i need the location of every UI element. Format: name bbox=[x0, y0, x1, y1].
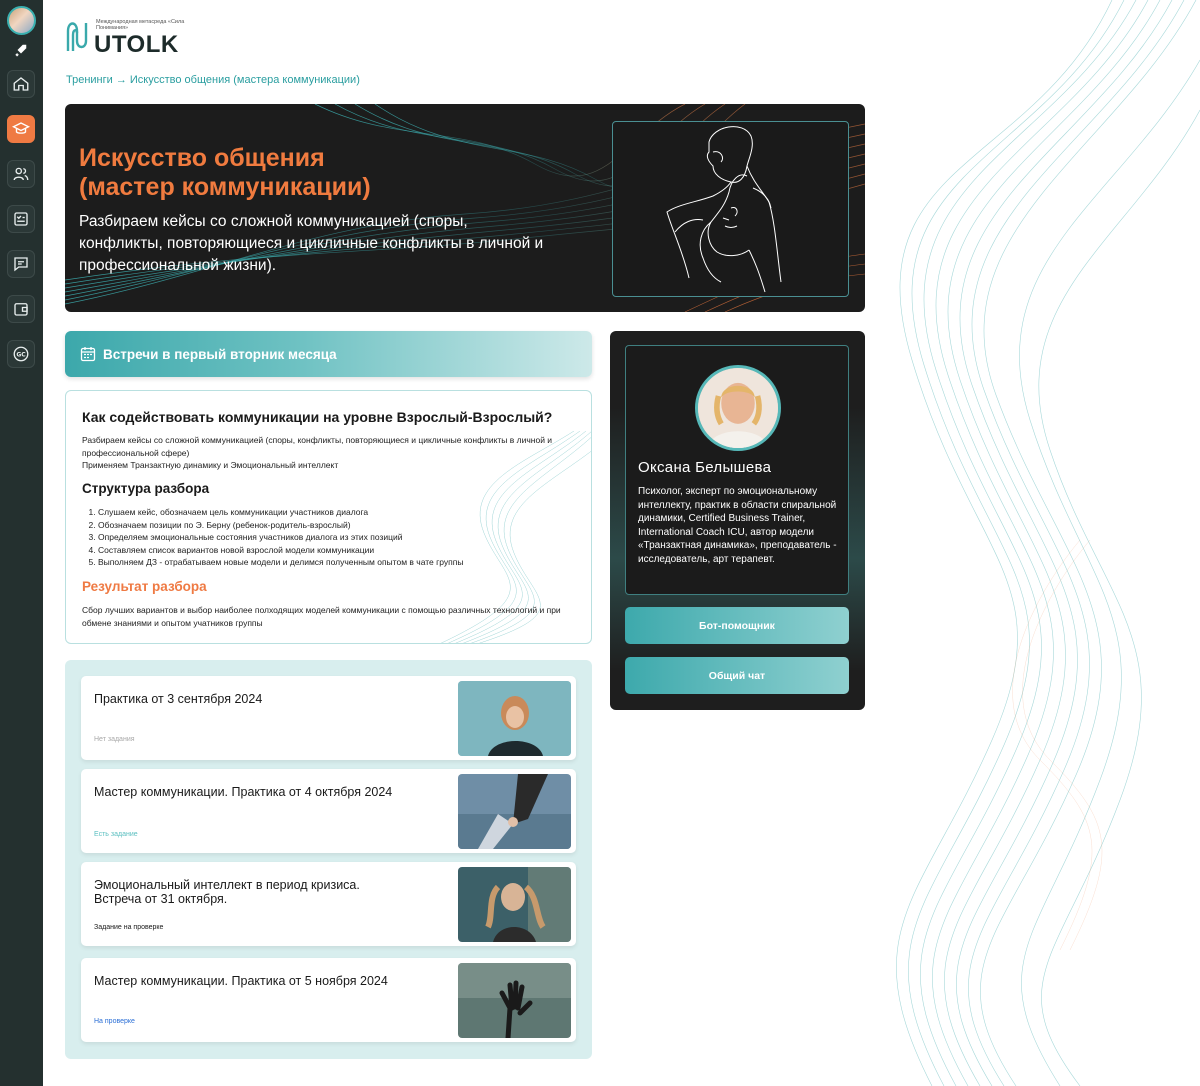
sidebar-item-users[interactable] bbox=[7, 160, 35, 188]
lesson-status: Нет задания bbox=[94, 736, 135, 743]
users-icon bbox=[12, 165, 30, 183]
course-title-line-2: (мастер коммуникации) bbox=[79, 173, 371, 201]
couple-line-art-illustration bbox=[612, 121, 849, 297]
lesson-title: Практика от 3 сентября 2024 bbox=[94, 692, 263, 706]
structure-step: 3. Определяем эмоциональные состояния участников диалога из этих позиций bbox=[98, 531, 584, 544]
course-title bbox=[79, 144, 499, 202]
gc-badge-icon bbox=[12, 345, 30, 363]
course-hero-banner bbox=[65, 104, 865, 312]
user-avatar[interactable] bbox=[7, 6, 36, 35]
course-title-line-1: Искусство общения bbox=[79, 144, 325, 172]
group-chat-button[interactable]: Общий чат bbox=[625, 657, 849, 694]
checklist-icon bbox=[12, 210, 30, 228]
structure-heading: Структура разбора bbox=[82, 481, 210, 496]
schedule-label: Встречи в первый вторник месяца bbox=[103, 346, 337, 362]
lesson-thumbnail bbox=[458, 774, 571, 849]
wallet-icon bbox=[12, 300, 30, 318]
description-intro-1: Разбираем кейсы со сложной коммуникацией (споры, конфликты, повторяющиеся и цикличные конфликты в личной и профессиональной сфере) bbox=[82, 435, 553, 458]
meeting-schedule-banner bbox=[65, 331, 592, 377]
lesson-status: На проверке bbox=[94, 1018, 135, 1025]
bot-assistant-button[interactable]: Бот-помощник bbox=[625, 607, 849, 644]
structure-step: 5. Выполняем ДЗ - отрабатываем новые модели и делимся полученным опытом в чате группы bbox=[98, 556, 584, 569]
brand-logo[interactable] bbox=[65, 17, 185, 58]
home-icon bbox=[12, 75, 30, 93]
author-avatar bbox=[695, 365, 781, 451]
calendar-icon bbox=[80, 346, 96, 362]
structure-step: 1. Слушаем кейс, обозначаем цель коммуникации участников диалога bbox=[98, 506, 584, 519]
lesson-card[interactable] bbox=[81, 676, 576, 760]
structure-step: 4. Составляем список вариантов новой взрослой модели коммуникации bbox=[98, 544, 584, 557]
sidebar-item-wallet[interactable] bbox=[7, 295, 35, 323]
lesson-card[interactable] bbox=[81, 862, 576, 946]
result-heading: Результат разбора bbox=[82, 579, 207, 594]
sidebar-item-trainings[interactable] bbox=[7, 115, 35, 143]
author-bio: Психолог, эксперт по эмоциональному интеллекту, практик в области спиральной динамики, Certified Business Trainer, International Coach ICU, автор модели «Транзактная динамика», преподаватель - исследователь, арт терапевт. bbox=[638, 486, 837, 565]
description-intro-2: Применяем Транзактную динамику и Эмоциональный интеллект bbox=[82, 460, 339, 470]
lesson-card[interactable] bbox=[81, 958, 576, 1042]
structure-steps-list bbox=[84, 506, 584, 569]
svg-text:GC: GC bbox=[16, 351, 26, 359]
rocket-icon[interactable] bbox=[14, 43, 28, 57]
lesson-thumbnail bbox=[458, 963, 571, 1038]
lesson-thumbnail bbox=[458, 867, 571, 942]
lesson-thumbnail bbox=[458, 681, 571, 756]
lesson-title: Мастер коммуникации. Практика от 4 октября 2024 bbox=[94, 785, 393, 799]
lesson-status: Задание на проверке bbox=[94, 924, 164, 931]
lessons-list bbox=[65, 660, 592, 1059]
sidebar-item-home[interactable] bbox=[7, 70, 35, 98]
author-panel bbox=[610, 331, 865, 710]
sidebar bbox=[0, 0, 43, 1086]
logo-tagline: Международная метасреда «Сила Понимания» bbox=[96, 19, 185, 31]
author-card bbox=[625, 345, 849, 595]
structure-step: 2. Обозначаем позиции по Э. Берну (ребенок-родитель-взрослый) bbox=[98, 519, 584, 532]
lesson-status: Есть задание bbox=[94, 831, 138, 838]
logo-wave-mark bbox=[65, 17, 95, 53]
sidebar-item-tasks[interactable] bbox=[7, 205, 35, 233]
chat-icon bbox=[12, 255, 30, 273]
lesson-card[interactable] bbox=[81, 769, 576, 853]
sidebar-item-gc[interactable] bbox=[7, 340, 35, 368]
graduation-cap-icon bbox=[12, 120, 30, 138]
result-text: Сбор лучших вариантов и выбор наиболее полходящих моделей коммуникации с помощью различных технологий и при обмене знаниями и опытом учатников группы bbox=[82, 605, 561, 628]
description-heading: Как содействовать коммуникации на уровне Взрослый-Взрослый? bbox=[82, 409, 553, 425]
lesson-title: Эмоциональный интеллект в период кризиса. Встреча от 31 октября. bbox=[94, 878, 360, 906]
author-name: Оксана Белышева bbox=[638, 459, 772, 476]
lesson-title: Мастер коммуникации. Практика от 5 ноября 2024 bbox=[94, 974, 388, 988]
course-subtitle: Разбираем кейсы со сложной коммуникацией (споры, конфликты, повторяющиеся и цикличные конфликты в личной и профессиональной жизни). bbox=[79, 213, 544, 274]
description-intro bbox=[82, 434, 582, 472]
course-description-card bbox=[65, 390, 592, 644]
breadcrumb[interactable]: Тренинги → Искусство общения (мастера коммуникации) bbox=[66, 74, 360, 86]
logo-name: UTOLK bbox=[94, 31, 179, 58]
sidebar-item-chat[interactable] bbox=[7, 250, 35, 278]
